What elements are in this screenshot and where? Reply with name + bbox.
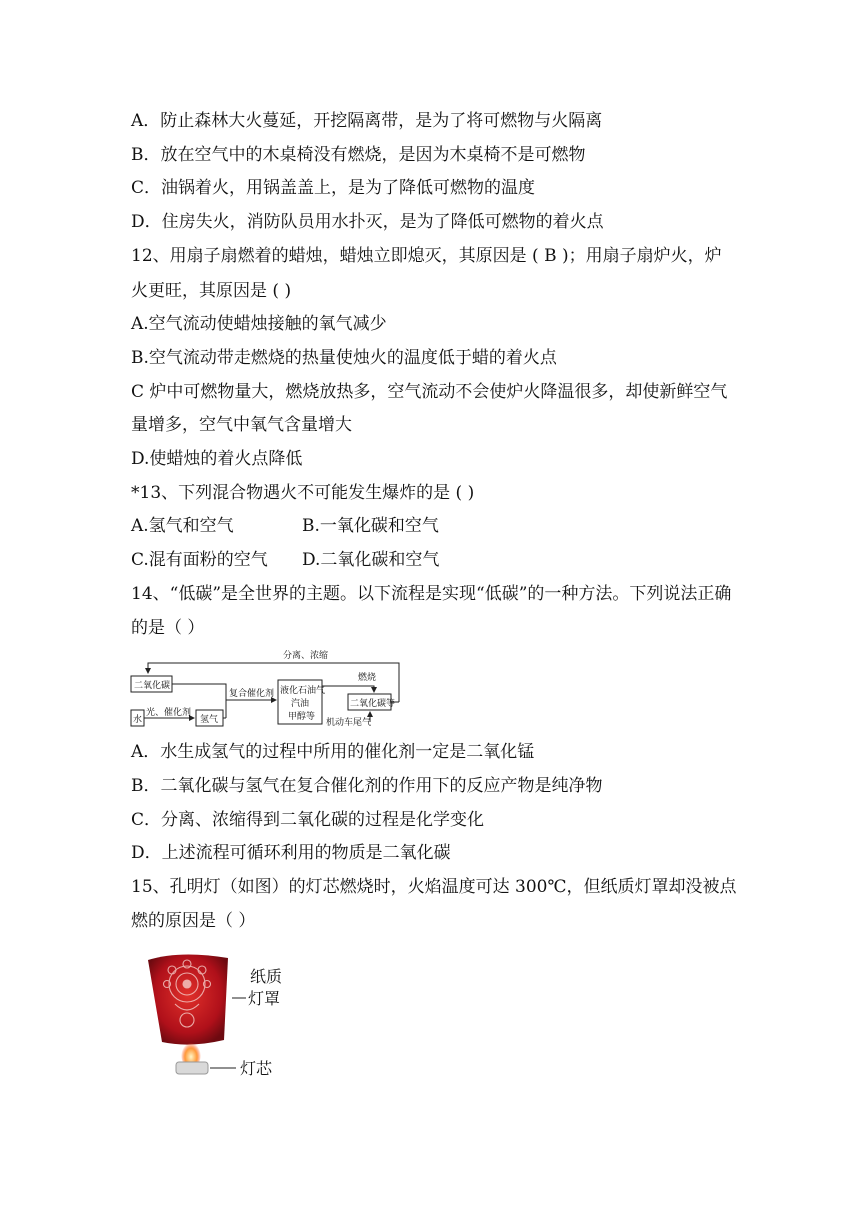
q12-option-c-line1: C 炉中可燃物量大，燃烧放热多，空气流动不会使炉火降温很多，却使新鲜空气: [131, 382, 728, 402]
q12-option-b: B.空气流动带走燃烧的热量使烛火的温度低于蜡的着火点: [131, 348, 557, 368]
h2-box-label: 氢气: [200, 715, 219, 725]
q14-stem-line2: 的是（ ）: [131, 618, 205, 638]
label-paper: 纸质: [250, 967, 283, 986]
q12-option-a: A.空气流动使蜡烛接触的氧气减少: [131, 314, 387, 334]
q12-option-c-line2: 量增多，空气中氧气含量增大: [131, 415, 352, 435]
q12-stem-line2: 火更旺，其原因是 ( ): [131, 281, 292, 301]
q14-option-d: D．上述流程可循环利用的物质是二氧化碳: [131, 843, 451, 863]
composite-catalyst-label: 复合催化剂: [229, 689, 275, 699]
q14-stem-line1: 14、“低碳”是全世界的主题。以下流程是实现“低碳”的一种方法。下列说法正确: [131, 584, 732, 604]
q11-option-d: D．住房失火，消防队员用水扑灭，是为了降低可燃物的着火点: [131, 212, 604, 232]
exhaust-label: 机动车尾气: [326, 718, 372, 728]
q11-option-c: C．油锅着火，用锅盖盖上，是为了降低可燃物的温度: [131, 178, 536, 198]
q12-option-d: D.使蜡烛的着火点降低: [131, 449, 303, 469]
q11-option-b: B．放在空气中的木桌椅没有燃烧，是因为木桌椅不是可燃物: [131, 145, 586, 165]
light-catalyst-label: 光、催化剂: [146, 708, 192, 718]
top-arrow-label: 分离、浓缩: [283, 651, 329, 661]
wick-holder: [176, 1062, 208, 1074]
q13-option-c: C.混有面粉的空气: [131, 550, 268, 570]
products-line3: 甲醇等: [288, 712, 316, 722]
q11-option-a: A．防止森林大火蔓延，开挖隔离带，是为了将可燃物与火隔离: [131, 111, 603, 131]
q15-stem-line2: 燃的原因是（ ）: [131, 911, 256, 931]
co2-box-label: 二氧化碳: [134, 681, 171, 691]
kongming-lantern-figure: [140, 948, 290, 1088]
co2-etc-box-label: 二氧化碳等: [350, 699, 396, 709]
products-line2: 汽油: [291, 699, 310, 709]
label-shade: 灯罩: [248, 989, 281, 1008]
label-wick: 灯芯: [240, 1059, 273, 1078]
q13-option-a: A.氢气和空气: [131, 516, 234, 536]
products-line1: 液化石油气: [280, 686, 326, 696]
q13-stem: *13、下列混合物遇火不可能发生爆炸的是 ( ): [131, 483, 475, 503]
q14-option-c: C．分离、浓缩得到二氧化碳的过程是化学变化: [131, 810, 485, 830]
q15-stem-line1: 15、孔明灯（如图）的灯芯燃烧时，火焰温度可达 300℃，但纸质灯罩却没被点: [131, 877, 737, 897]
q13-option-d: D.二氧化碳和空气: [302, 550, 440, 570]
q14-option-a: A．水生成氢气的过程中所用的催化剂一定是二氧化锰: [131, 742, 535, 762]
water-box-label: 水: [133, 715, 143, 725]
combustion-label: 燃烧: [358, 673, 377, 683]
q12-stem-line1: 12、用扇子扇燃着的蜡烛，蜡烛立即熄灭，其原因是 ( B )；用扇子扇炉火，炉: [131, 246, 722, 266]
q14-option-b: B．二氧化碳与氢气在复合催化剂的作用下的反应产物是纯净物: [131, 776, 603, 796]
low-carbon-flow-diagram: [128, 646, 403, 728]
q13-option-b: B.一氧化碳和空气: [302, 516, 439, 536]
